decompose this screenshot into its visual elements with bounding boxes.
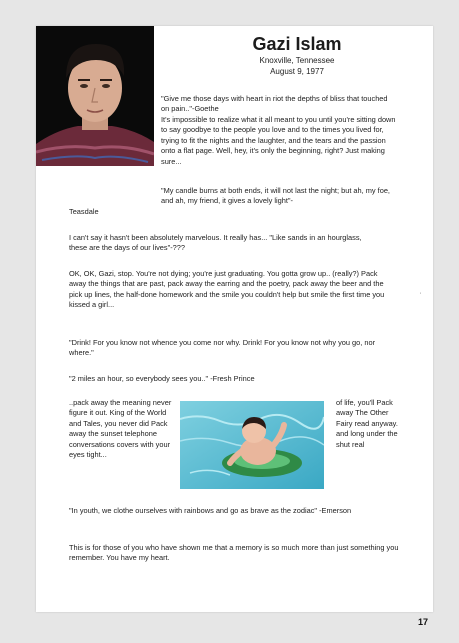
- quote-goethe: "Give me those days with heart in riot the depths of bliss that touched on pain.."-Goethe: [161, 94, 388, 114]
- yearbook-page: [36, 26, 433, 612]
- student-name: Gazi Islam: [252, 34, 342, 54]
- quote-candle: "My candle burns at both ends, it will not last the night; but ah, my foe, and ah, my friend, it gives a lovely light"-: [161, 186, 390, 206]
- hometown: Knoxville, Tennessee: [259, 56, 335, 65]
- page-number: 17: [418, 617, 429, 627]
- baby-pool-photo: [180, 401, 324, 489]
- paragraph-left-column: ..pack away the meaning never figure it out. King of the World and Tales, you never did Pack away the sunset telephone conversations covers with your eyes tight...: [69, 398, 172, 460]
- paragraph-right-column: of life, you'll Pack away The Other Fairy read anyway. and long under the shut real: [336, 398, 398, 449]
- quote-candle-author: Teasdale: [69, 207, 99, 216]
- birth-date: August 9, 1977: [270, 67, 324, 76]
- portrait-photo: [36, 26, 154, 166]
- paragraph-goodbye: It's impossible to realize what it all meant to you until you're sitting down to say goodbye to the people you love and to the times you lived for, trying to fit the nights and the laughter, and the tears and the passion onto a flat page. Well, hey, it's only the beginning, right? Just making sure...: [161, 115, 396, 166]
- closing-paragraph: This is for those of you who have shown me that a memory is so much more than just something you remember. You have my heart.: [69, 543, 399, 563]
- scan-mark: ': [420, 293, 422, 299]
- quote-fresh-prince: "2 miles an hour, so everybody sees you.." -Fresh Prince: [69, 374, 255, 383]
- paragraph-grow-up: OK, OK, Gazi, stop. You're not dying; you're just graduating. You gotta grow up.. (really?) Pack away the things that are past, pack away the earring and the poetry, pack away the beer and the pick up lines, the half-done homework and the smile you couldn't help but smile the first time you kissed a girl...: [69, 269, 385, 310]
- quote-drink: "Drink! For you know not whence you come nor why. Drink! For you know not why you go, nor where.": [69, 338, 376, 358]
- quote-emerson: "In youth, we clothe ourselves with rainbows and go as brave as the zodiac" -Emerson: [69, 506, 352, 515]
- paragraph-marvelous: I can't say it hasn't been absolutely marvelous. It really has... "Like sands in an hourglass, these are the days of our lives"-???: [69, 233, 362, 253]
